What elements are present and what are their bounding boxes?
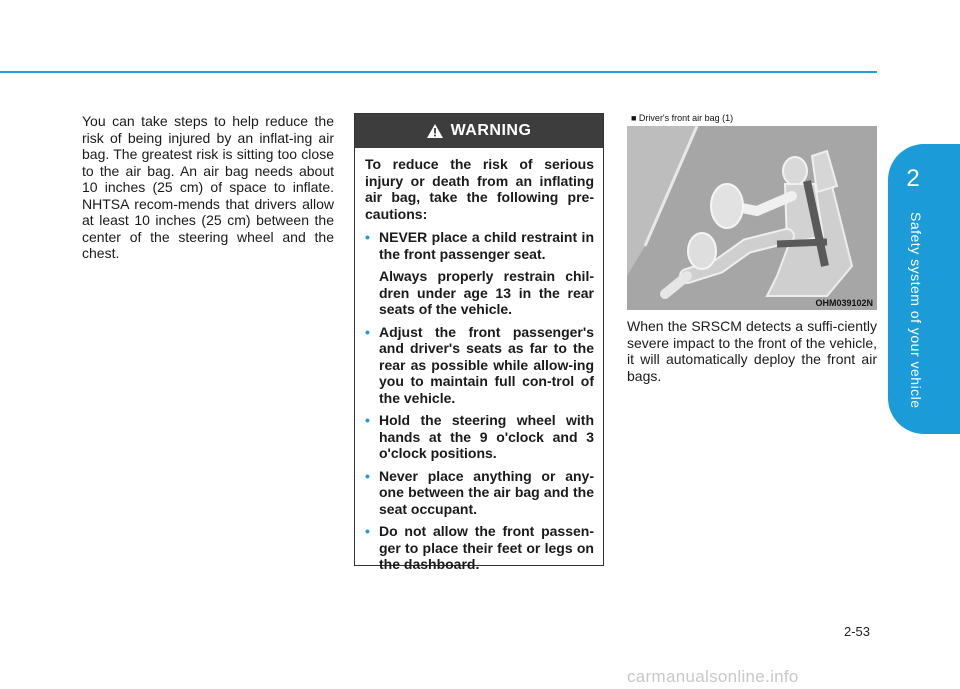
warning-body xyxy=(355,148,603,573)
bullet-icon: • xyxy=(365,467,370,484)
intro-paragraph: You can take steps to help reduce the risk of being injured by an inflat-ing air bag. The greatest risk is sitting too close to the air bag. An air bag needs about 10 inches (25 cm) of space to inflate. NHTSA recom-mends that drivers allow at least 10 inches (25 cm) between the center of the steering wheel and the chest. xyxy=(82,113,334,261)
body-paragraph: When the SRSCM detects a suffi-ciently severe impact to the front of the vehicle, it will automatically deploy the front air bags. xyxy=(627,318,877,384)
bullet-icon: • xyxy=(365,323,370,340)
warning-item-extra: Always properly restrain chil-dren under age 13 in the rear seats of the vehicle. xyxy=(379,268,594,317)
driver-airbag-drawing xyxy=(627,126,877,310)
warning-list xyxy=(365,229,594,573)
warning-triangle-icon xyxy=(427,124,443,138)
page-number: 2-53 xyxy=(844,624,871,639)
figure-code: OHM039102N xyxy=(815,298,873,308)
figure-caption: ■ Driver's front air bag (1) xyxy=(631,113,734,123)
chapter-title: Safety system of your vehicle xyxy=(908,211,924,409)
bullet-icon: • xyxy=(365,229,370,245)
watermark: carmanualsonline.info xyxy=(627,667,799,686)
header-rule xyxy=(0,71,877,73)
warning-header xyxy=(355,114,603,148)
bullet-icon: • xyxy=(365,412,370,428)
warning-item: • Never place anything or any-one between the air bag and the seat occupant. xyxy=(365,467,594,517)
warning-item: • Adjust the front passenger's and driver's seats as far to the rear as possible while allow-ing you to maintain full con-trol of the vehicle. xyxy=(365,323,594,406)
warning-item: • Do not allow the front passen-ger to place their feet or legs on the dashboard. xyxy=(365,523,594,572)
warning-lead: To reduce the risk of serious injury or death from an inflating air bag, take the following pre-cautions: xyxy=(365,156,594,222)
warning-title: WARNING xyxy=(450,122,532,139)
warning-item: • NEVER place a child restraint in the front passenger seat. Always properly restrain chil-dren under age 13 in the rear seats of the vehicle. xyxy=(365,229,594,317)
warning-item: • Hold the steering wheel with hands at the 9 o'clock and 3 o'clock positions. xyxy=(365,412,594,461)
airbag-illustration xyxy=(627,126,877,310)
chapter-number: 2 xyxy=(906,165,920,192)
warning-box xyxy=(354,113,604,572)
bullet-icon: • xyxy=(365,523,370,539)
